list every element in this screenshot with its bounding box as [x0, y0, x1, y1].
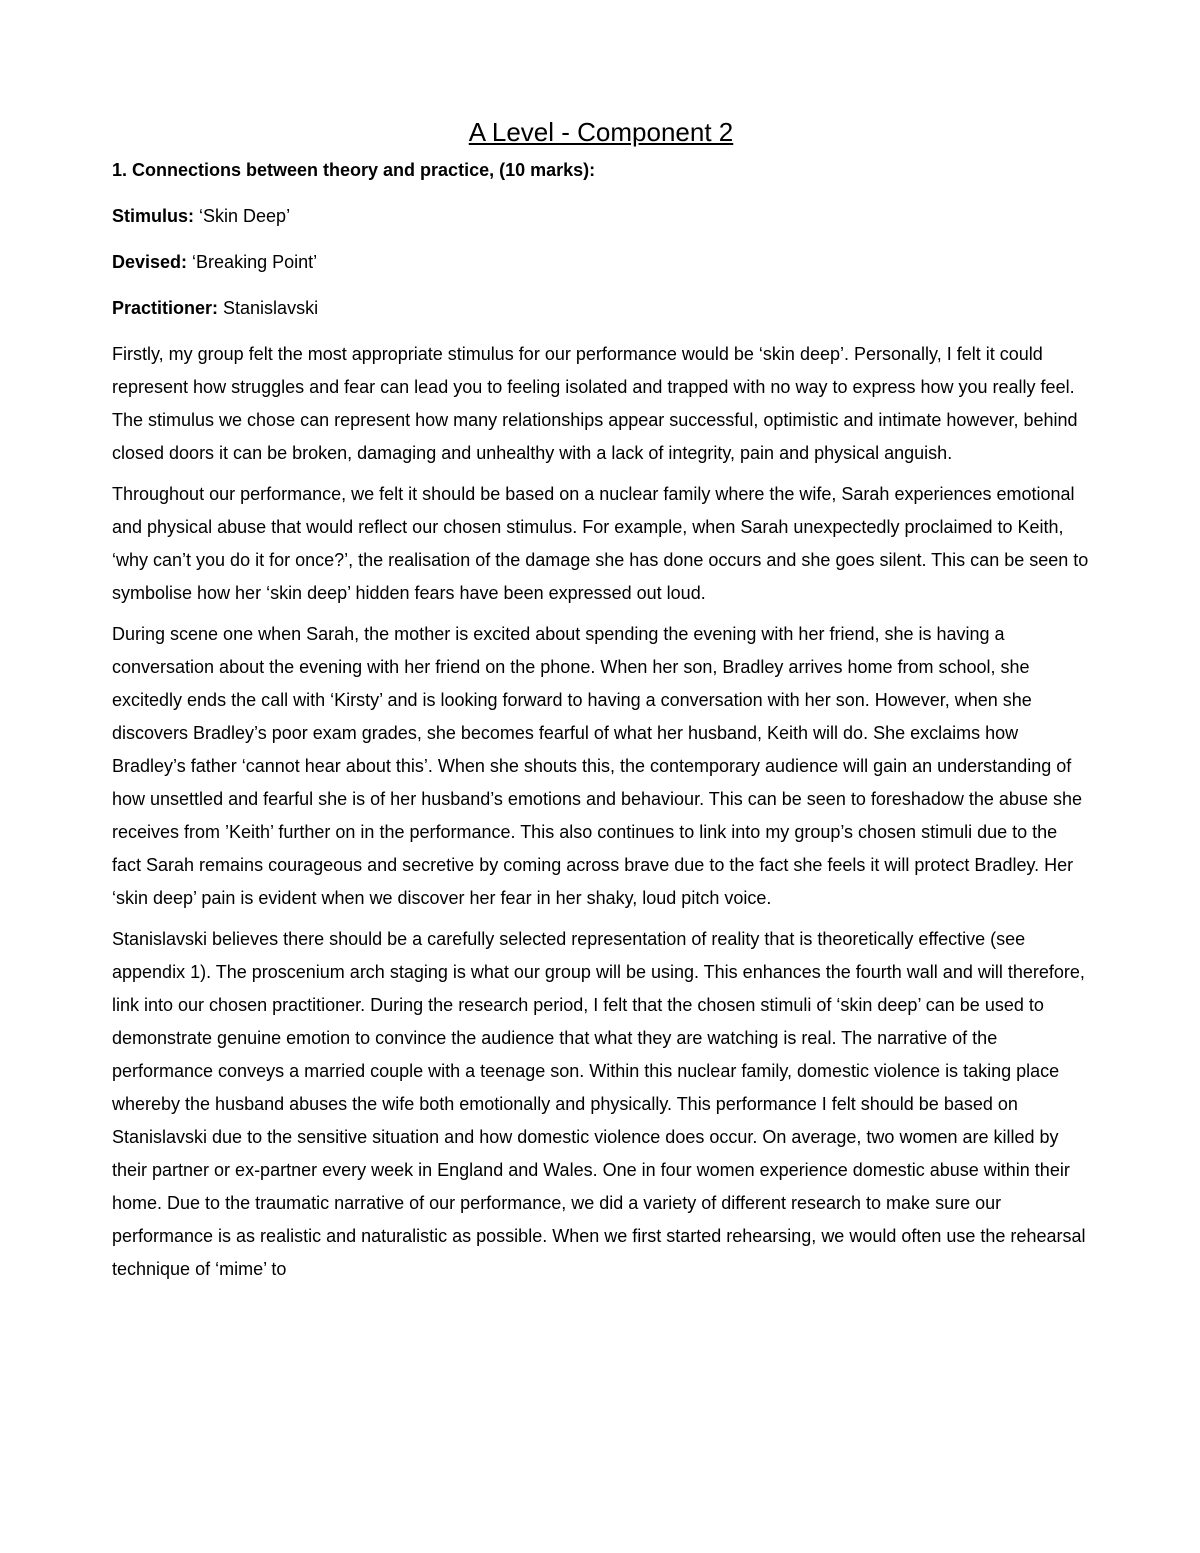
page-title: A Level - Component 2: [468, 117, 734, 147]
paragraph-nuclear-family: Throughout our performance, we felt it should be based on a nuclear family where the wife, Sarah experiences emotional and physical abuse that would reflect our chosen stimulus. For example, when Sarah unexpectedly proclaimed to Keith, ‘why can’t you do it for once?’, the realisation of the damage she has done occurs and she goes silent. This can be seen to symbolise how her ‘skin deep’ hidden fears have been expressed out loud.: [112, 484, 1089, 603]
meta-stimulus-value: ‘Skin Deep’: [194, 206, 291, 226]
meta-practitioner-label: Practitioner:: [112, 298, 219, 318]
meta-devised-label: Devised:: [112, 252, 188, 272]
paragraph-stimulus-choice: Firstly, my group felt the most appropriate stimulus for our performance would be ‘skin deep’. Personally, I felt it could represent how struggles and fear can lead you to feeling isolated and trapped with no way to express how you really feel. The stimulus we chose can represent how many relationships appear successful, optimistic and intimate however, behind closed doors it can be broken, damaging and unhealthy with a lack of integrity, pain and physical anguish.: [112, 344, 1078, 463]
document-page: [112, 112, 1090, 1294]
meta-stimulus: [112, 200, 1090, 233]
meta-practitioner-value: Stanislavski: [218, 298, 319, 318]
meta-stimulus-label: Stimulus:: [112, 206, 195, 226]
meta-devised: [112, 246, 1090, 279]
paragraph-scene-one: During scene one when Sarah, the mother is excited about spending the evening with her friend, she is having a conversation about the evening with her friend on the phone. When her son, Bradley arrives home from school, she excitedly ends the call with ‘Kirsty’ and is looking forward to having a conversation with her son. However, when she discovers Bradley’s poor exam grades, she becomes fearful of what her husband, Keith will do. She exclaims how Bradley’s father ‘cannot hear about this’. When she shouts this, the contemporary audience will gain an understanding of how unsettled and fearful she is of her husband’s emotions and behaviour. This can be seen to foreshadow the abuse she receives from ’Keith’ further on in the performance. This also continues to link into my group’s chosen stimuli due to the fact Sarah remains courageous and secretive by coming across brave due to the fact she feels it will protect Bradley. Her ‘skin deep’ pain is evident when we discover her fear in her shaky, loud pitch voice.: [112, 624, 1082, 908]
meta-devised-value: ‘Breaking Point’: [187, 252, 318, 272]
meta-practitioner: [112, 292, 1090, 325]
section-heading: 1. Connections between theory and practice, (10 marks):: [112, 160, 596, 180]
paragraph-stanislavski: Stanislavski believes there should be a carefully selected representation of reality that is theoretically effective (see appendix 1). The proscenium arch staging is what our group will be using. This enhances the fourth wall and will therefore, link into our chosen practitioner. During the research period, I felt that the chosen stimuli of ‘skin deep’ can be used to demonstrate genuine emotion to convince the audience that what they are watching is real. The narrative of the performance conveys a married couple with a teenage son. Within this nuclear family, domestic violence is taking place whereby the husband abuses the wife both emotionally and physically. This performance I felt should be based on Stanislavski due to the sensitive situation and how domestic violence does occur. On average, two women are killed by their partner or ex-partner every week in England and Wales. One in four women experience domestic abuse within their home. Due to the traumatic narrative of our performance, we did a variety of different research to make sure our performance is as realistic and naturalistic as possible. When we first started rehearsing, we would often use the rehearsal technique of ‘mime’ to: [112, 929, 1086, 1279]
